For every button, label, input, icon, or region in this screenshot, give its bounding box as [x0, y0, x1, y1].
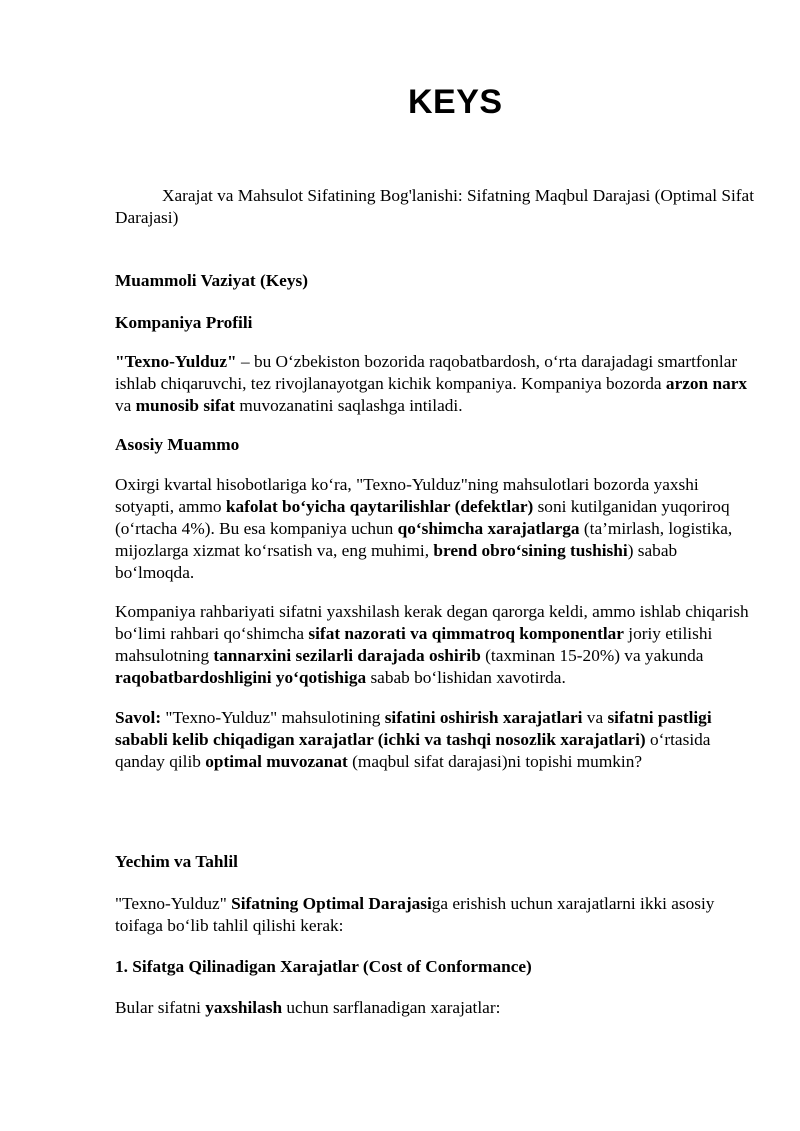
- heading-main-problem: Asosiy Muammo: [115, 435, 240, 454]
- paragraph-solution-intro: "Texno-Yulduz" Sifatning Optimal Darajasiga erishish uchun xarajatlarni ikki asosiy toifaga bo‘lib tahlil qilishi kerak:: [115, 894, 715, 935]
- paragraph-conformance-intro: Bular sifatni yaxshilash uchun sarflanadigan xarajatlar:: [115, 998, 501, 1017]
- heading-solution: Yechim va Tahlil: [115, 852, 238, 871]
- paragraph-problem-1: Oxirgi kvartal hisobotlariga ko‘ra, "Texno-Yulduz"ning mahsulotlari bozorda yaxshi sotyapti, ammo kafolat bo‘yicha qaytarilishlar (defektlar) soni kutilganidan yuqoriroq (o‘rtacha 4%). Bu esa kompaniya uchun qo‘shimcha xarajatlarga (ta’mirlash, logistika, mijozlarga xizmat ko‘rsatish va, eng muhimi, brend obro‘sining tushishi) sabab bo‘lmoqda.: [115, 475, 733, 582]
- heading-cost-of-conformance: 1. Sifatga Qilinadigan Xarajatlar (Cost of Conformance): [115, 957, 532, 976]
- heading-problem-case: Muammoli Vaziyat (Keys): [115, 271, 308, 290]
- paragraph-company-profile: "Texno-Yulduz" – bu O‘zbekiston bozorida raqobatbardosh, o‘rta darajadagi smartfonlar ishlab chiqaruvchi, tez rivojlanayotgan kichik kompaniya. Kompaniya bozorda arzon narx va munosib sifat muvozanatini saqlashga intiladi.: [115, 352, 748, 415]
- paragraph-question: Savol: "Texno-Yulduz" mahsulotining sifatini oshirish xarajatlari va sifatni pastligi sababli kelib chiqadigan xarajatlar (ichki va tashqi nosozlik xarajatlari) o‘rtasida qanday qilib optimal muvozanat (maqbul sifat darajasi)ni topishi mumkin?: [115, 708, 712, 771]
- document-subtitle: Xarajat va Mahsulot Sifatining Bog'lanishi: Sifatning Maqbul Darajasi (Optimal Sifat Darajasi): [115, 186, 755, 227]
- heading-company-profile: Kompaniya Profili: [115, 313, 253, 332]
- document-title: KEYS: [408, 83, 503, 121]
- paragraph-problem-2: Kompaniya rahbariyati sifatni yaxshilash kerak degan qarorga keldi, ammo ishlab chiqarish bo‘limi rahbari qo‘shimcha sifat nazorati va qimmatroq komponentlar joriy etilishi mahsulotning tannarxini sezilarli darajada oshirib (taxminan 15-20%) va yakunda raqobatbardoshligini yo‘qotishiga sabab bo‘lishidan xavotirda.: [115, 602, 749, 687]
